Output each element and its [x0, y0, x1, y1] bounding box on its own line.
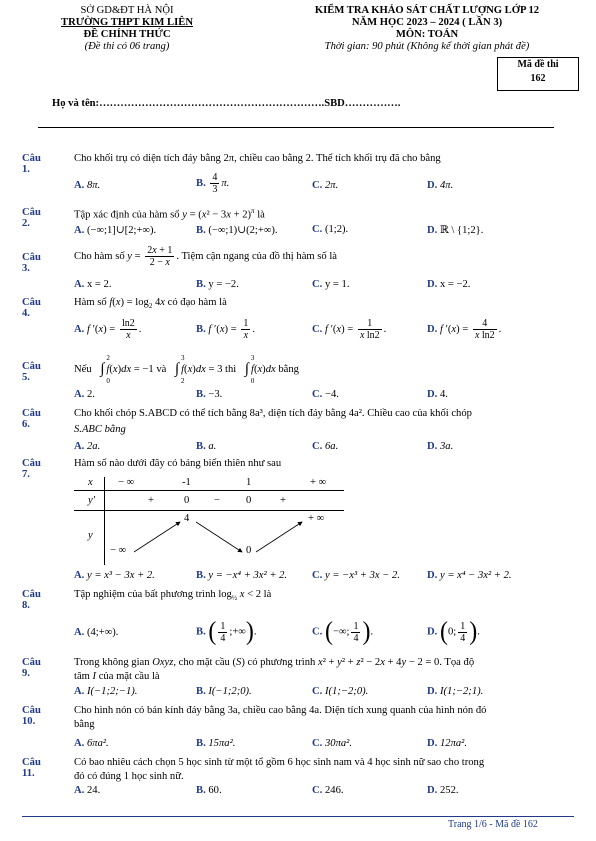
- question-text-cont: bằng: [74, 719, 95, 730]
- option-c[interactable]: C. −4.: [312, 389, 339, 400]
- option-c[interactable]: C. f ′(x) = $\frac{1}{\text{x ln2}}$ .: [312, 318, 387, 341]
- question-text: Cho hình nón có bán kính đáy bằng 3a, chiều cao bằng 4a. Diện tích xung quanh của hình nón đó: [74, 705, 487, 716]
- option-a[interactable]: A. 24.: [74, 785, 101, 796]
- y-label: y: [88, 530, 93, 541]
- subject: MÔN: TOÁN: [395, 29, 459, 40]
- question-text: Tập nghiệm của bất phương trình $\log_{\frac{1}{2}} x < 2$ là: [74, 589, 272, 603]
- option-a[interactable]: A. 2a.: [74, 441, 101, 452]
- option-b[interactable]: B. 15πa².: [196, 738, 236, 749]
- question-text: Tập xác định của hàm số $y = (x^2 - 3x + 2)^\pi$ là: [74, 207, 265, 221]
- option-d[interactable]: D. 252.: [427, 785, 459, 796]
- time-note: Thời gian: 90 phút (Không kể thời gian phát đề): [324, 41, 530, 52]
- question-text: Cho khối trụ có diện tích đáy bằng 2π, chiều cao bằng 2. Thể tích khối trụ đã cho bằng: [74, 153, 441, 164]
- x-value: − ∞: [118, 477, 135, 488]
- option-c[interactable]: C. 30πa².: [312, 738, 352, 749]
- exam-title: KIỂM TRA KHẢO SÁT CHẤT LƯỢNG LỚP 12: [314, 5, 540, 16]
- question-text-cont: tâm I của mặt cầu là: [74, 671, 160, 682]
- yprime-sign: 0: [184, 495, 190, 506]
- y-value: + ∞: [308, 513, 325, 524]
- question-number: Câu 6.: [22, 408, 41, 430]
- question-number: Câu 10.: [22, 705, 41, 727]
- option-d[interactable]: D. 3a.: [427, 441, 454, 452]
- question-number: Câu 4.: [22, 297, 41, 319]
- x-value: + ∞: [310, 477, 327, 488]
- y-value: 0: [246, 545, 252, 556]
- question-number: Câu 8.: [22, 589, 41, 611]
- question-text-cont: đó có đúng 1 học sinh nữ.: [74, 771, 184, 782]
- option-b[interactable]: B. 60.: [196, 785, 222, 796]
- question-text: Nếu ∫ 2 0 f(x)dx = −1 và ∫ 3 2 f(x)dx = 3 thì ∫ 3 0 f(x)dx bằng: [74, 354, 299, 385]
- option-a[interactable]: A. 8π.: [74, 180, 101, 191]
- question-number: Câu 2.: [22, 207, 41, 229]
- option-b[interactable]: B. (−∞;1)∪(2;+∞).: [196, 225, 278, 236]
- question-text: Hàm số nào dưới đây có bảng biến thiên như sau: [74, 458, 282, 469]
- department-name: SỞ GD&ĐT HÀ NỘI: [80, 5, 174, 16]
- question-text: Cho hàm số y = $\frac{2x + 1}{2 - x}$ . Tiệm cận ngang của đồ thị hàm số là: [74, 245, 337, 268]
- option-a[interactable]: A. f ′(x) = $\frac{\ln 2}{x}$ .: [74, 318, 142, 341]
- student-name-line: Họ và tên:……………………………………………………….SBD…………….: [52, 98, 401, 109]
- school-year: NĂM HỌC 2023 – 2024 ( LẦN 3): [351, 17, 503, 28]
- yprime-sign: 0: [246, 495, 252, 506]
- school-name: TRƯỜNG THPT KIM LIÊN: [61, 17, 193, 28]
- question-number: Câu 1.: [22, 153, 41, 175]
- option-a[interactable]: A. (4;+∞).: [74, 627, 119, 638]
- option-d[interactable]: D. 4.: [427, 389, 448, 400]
- question-text: Trong không gian Oxyz, cho mặt cầu (S) có phương trình x² + y² + z² − 2x + 4y − 2 = 0. Tọa độ: [74, 657, 475, 668]
- option-c[interactable]: C. I(1;−2;0).: [312, 686, 369, 697]
- official-label: ĐỀ CHÍNH THỨC: [83, 29, 171, 40]
- exam-code-label: Mã đề thi: [517, 59, 559, 70]
- option-d[interactable]: D. f ′(x) = $\frac{4}{\text{x ln2}}$ .: [427, 318, 502, 341]
- exam-code-box: [497, 57, 579, 91]
- question-text: Có bao nhiêu cách chọn 5 học sinh từ một tổ gồm 6 học sinh nam và 4 học sinh nữ sao cho trong: [74, 757, 485, 768]
- option-d[interactable]: D. y = x⁴ − 3x² + 2.: [427, 570, 512, 581]
- option-c[interactable]: C. 6a.: [312, 441, 339, 452]
- yprime-sign: −: [214, 495, 220, 506]
- x-value: 1: [246, 477, 252, 488]
- option-a[interactable]: A. 2.: [74, 389, 95, 400]
- question-number: Câu 11.: [22, 757, 41, 779]
- option-d[interactable]: D. (0; $\frac{1}{4}$ ).: [427, 617, 480, 647]
- question-number: Câu 9.: [22, 657, 41, 679]
- question-text: Cho khối chóp S.ABCD có thể tích bằng 8a³, diện tích đáy bằng 4a². Chiều cao của khối chóp: [74, 408, 472, 419]
- option-b[interactable]: B. $\frac{4}{3}$ π.: [196, 172, 230, 195]
- arrow-up: [134, 522, 180, 552]
- option-c[interactable]: C. 2π.: [312, 180, 339, 191]
- question-text-cont: S.ABC bằng: [74, 424, 126, 435]
- option-d[interactable]: D. ℝ \ {1;2}.: [427, 225, 484, 236]
- footer-divider: [22, 816, 574, 817]
- option-b[interactable]: B. f ′(x) = $\frac{1}{x}$ .: [196, 318, 255, 341]
- y-value: 4: [184, 513, 190, 524]
- option-a[interactable]: A. I(−1;2;−1).: [74, 686, 138, 697]
- option-d[interactable]: D. I(1;−2;1).: [427, 686, 484, 697]
- option-b[interactable]: B. −3.: [196, 389, 223, 400]
- exam-code-value: 162: [530, 73, 546, 84]
- variation-arrows: [104, 510, 344, 566]
- option-c[interactable]: C. 246.: [312, 785, 344, 796]
- option-c[interactable]: C. (−∞; $\frac{1}{4}$ ).: [312, 617, 374, 647]
- pages-note: (Đề thi có 06 trang): [84, 41, 170, 52]
- page-footer: Trang 1/6 - Mã đề 162: [448, 819, 538, 830]
- option-a[interactable]: A. (−∞;1]∪[2;+∞).: [74, 225, 157, 236]
- option-a[interactable]: A. 6πa².: [74, 738, 109, 749]
- x-label: x: [88, 477, 93, 488]
- header-divider: [38, 127, 554, 128]
- option-b[interactable]: B. ( $\frac{1}{4}$ ;+∞).: [196, 617, 257, 647]
- option-c[interactable]: C. y = 1.: [312, 279, 350, 290]
- option-b[interactable]: B. I(−1;2;0).: [196, 686, 252, 697]
- option-a[interactable]: A. y = x³ − 3x + 2.: [74, 570, 155, 581]
- option-a[interactable]: A. x = 2.: [74, 279, 112, 290]
- option-b[interactable]: B. y = −x⁴ + 3x² + 2.: [196, 570, 288, 581]
- yprime-label: y′: [88, 495, 96, 506]
- question-text: Hàm số $f(x) = \log_2 4x$ có đạo hàm là: [74, 297, 227, 311]
- option-d[interactable]: D. x = −2.: [427, 279, 471, 290]
- question-number: Câu 5.: [22, 361, 41, 383]
- option-d[interactable]: D. 12πa².: [427, 738, 467, 749]
- option-c[interactable]: C. y = −x³ + 3x − 2.: [312, 570, 400, 581]
- question-number: Câu 3.: [22, 252, 41, 274]
- x-value: -1: [182, 477, 191, 488]
- option-b[interactable]: B. a.: [196, 441, 217, 452]
- arrow-up: [256, 522, 302, 552]
- option-d[interactable]: D. 4π.: [427, 180, 454, 191]
- yprime-sign: +: [280, 495, 286, 506]
- option-c[interactable]: C. (1;2).: [312, 224, 349, 235]
- table-line: [74, 490, 344, 491]
- question-number: Câu 7.: [22, 458, 41, 480]
- option-b[interactable]: B. y = −2.: [196, 279, 239, 290]
- arrow-down: [196, 522, 242, 552]
- y-value: − ∞: [110, 545, 127, 556]
- yprime-sign: +: [148, 495, 154, 506]
